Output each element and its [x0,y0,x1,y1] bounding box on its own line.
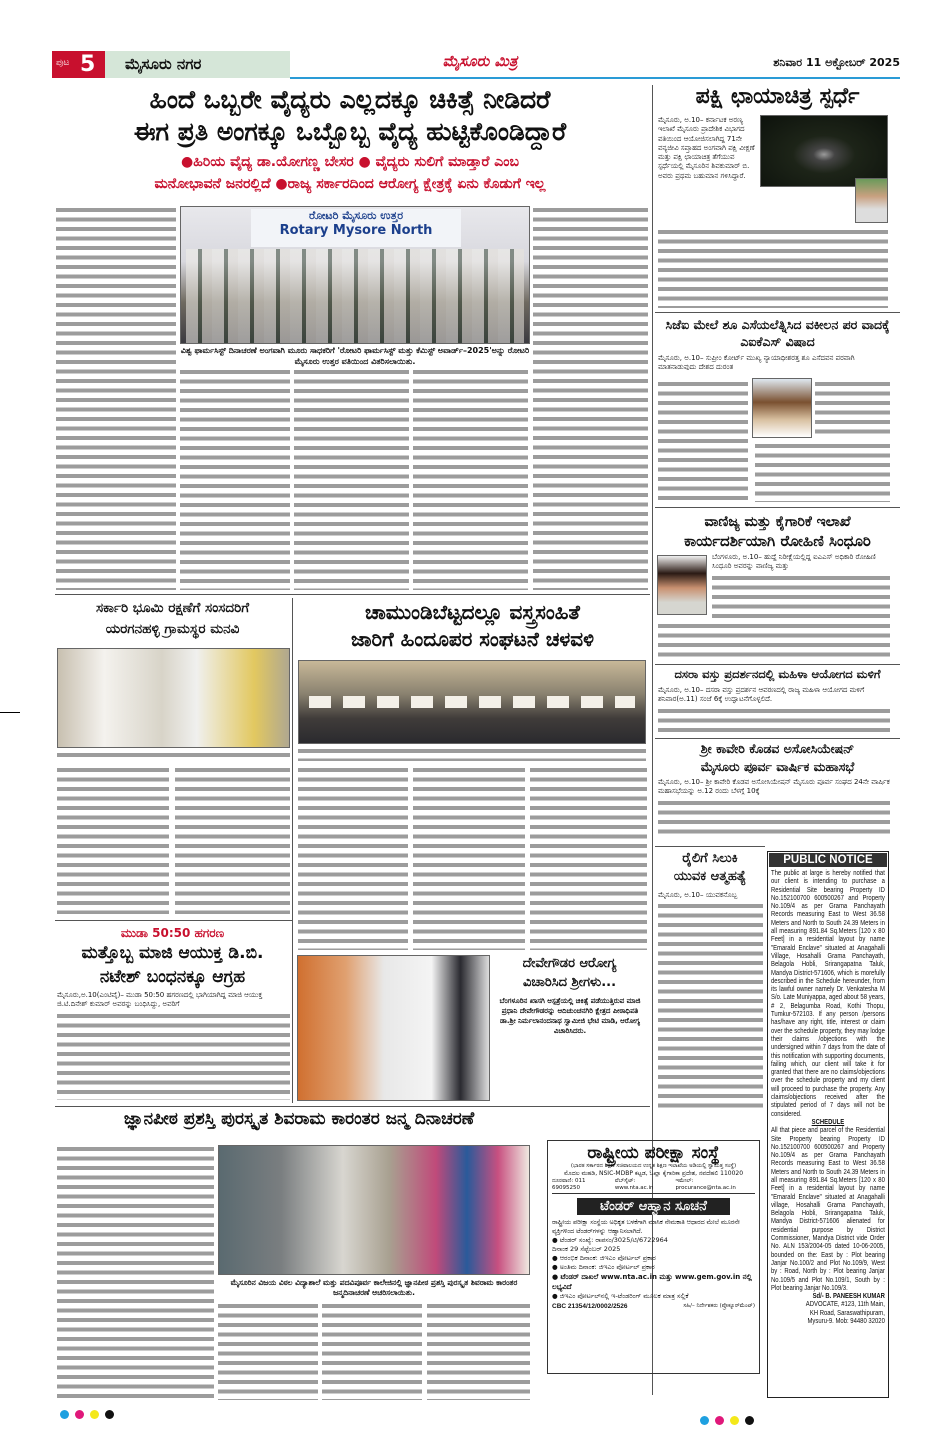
dasara-body [658,707,890,735]
lead-headline-2: ಈಗ ಪ್ರತಿ ಅಂಗಕ್ಕೂ ಒಬ್ಬೊಬ್ಬ ವೈದ್ಯ ಹುಟ್ಟಿಕೊಂಡಿದ್ದಾರೆ [133,117,567,146]
divider [55,920,292,921]
divider [55,594,650,595]
winner-portrait [855,178,888,223]
rotary-banner [251,209,461,247]
nta-website[interactable]: ವೆಬ್‌ಸೈಟ್: www.nta.ac.in [614,1178,654,1191]
registration-marks-left [60,1404,120,1423]
nta-footer [552,1303,755,1310]
nta-title: ರಾಷ್ಟ್ರೀಯ ಪರೀಕ್ಷಾ ಸಂಸ್ಥೆ [587,1143,720,1163]
banner-kannada: ರೋಟರಿ ಮೈಸೂರು ಉತ್ತರ [308,209,404,222]
muda-headline-1: ಮತ್ತೊಬ್ಬ ಮಾಜಿ ಆಯುಕ್ತ ಡಿ.ಬಿ. [81,943,264,963]
page-number-box [52,51,105,78]
kaveri-headline-2: ಮೈಸೂರು ಪೂರ್ವ ವಾರ್ಷಿಕ ಮಹಾಸಭೆ [700,759,855,774]
land-headline-1: ಸರ್ಕಾರಿ ಭೂಮಿ ರಕ್ಷಣೆಗೆ ಸಂಸದರಿಗೆ [95,600,250,616]
nta-signature: ಸಹಿ/– ನಿರ್ದೇಶಕರು (ಪ್ರೊಕ್ಯೂರ್‌ಮೆಂಟ್) [683,1303,755,1309]
tender-item: ● ಆರಂಭಿಕ ದಿನಾಂಕ: ಜಿಇಎಂ ಪೋರ್ಟಲ್ ಪ್ರಕಾರ [552,1254,656,1262]
lead-body-col3 [294,368,409,590]
schedule-title: SCHEDULE [811,1116,845,1126]
karanth-caption: ಮೈಸೂರಿನ ವಿಜಯ ವಿಠಲ ವಿದ್ಯಾಶಾಲೆ ಮತ್ತು ಪದವಿಪೂರ್ವ ಕಾಲೇಜಿನಲ್ಲಿ ಜ್ಞಾನಪೀಠ ಪ್ರಶಸ್ತಿ ಪುರಸ್ಕೃತ ಶಿವರಾಮ ಕಾರಂತರ ಜನ್ಮದಿನಾಚರಣೆ ಆಚರಿಸಲಾಯಿತು. [230,1278,518,1297]
kaveri-lead: ಮೈಸೂರು, ಅ.10– ಶ್ರೀ ಕಾವೇರಿ ಕೊಡವ ಅಸೋಸಿಯೇಷನ್ ಮೈಸೂರು ಪೂರ್ವ ಸಂಘದ 24ನೇ ವಾರ್ಷಿಕ ಮಹಾಸಭೆಯನ್ನು ಅ.12 ರಂದು ಬೆಳಗ್ಗೆ 10ಕ್ಕೆ [658,778,890,796]
nta-phone: ದೂರವಾಣಿ: 011 69095250 [552,1178,586,1191]
kaveri-headline-1: ಶ್ರೀ ಕಾವೇರಿ ಕೊಡವ ಅಸೋಸಿಯೇಷನ್ [700,741,855,756]
chamundi-body-3 [530,766,647,950]
cji-body-left [658,380,748,502]
public-notice-body: The public at large is hereby notified that our client is intending to purchase a Residential Site bearing Property ID No.152100700 600500267 and Property No.109/4 as per Grama Panchayath Records measuring East to West 36.58 Meters and North to South 24.39 Meters in all measuring 891.84 Sq.Meters [120 x 80 Feet] in a residential layout by name "Emarald Enclave" situated at Anagahalli Village, Hosahalli Grama Panchayath, Belagola Hobli, Srirangapatna Taluk, Mandya District-571606, which is morefully described in the Schedule hereunder, from its lawful owner namely Dr. Venkatesha M S/o. Late Muniyappa, aged about 58 years, # 2, Belagumba Road, Kothi Thopu, Tumkur-572103. If any person /persons has/have any right, title, interest or claim over the schedule property, they may lodge their claims /objections with the undersigned within 7 days from the date of this notification with supporting documents, failing which, our client will take it for granted that there are no claims/objections over the schedule property and my client will proceed to purchase the property. Any claims/objections received after the stipulated period of 7 days will not be considered. [771,868,885,1118]
chamundi-headline-2: ಜಾರಿಗೆ ಹಿಂದೂಪರ ಸಂಘಟನೆ ಚಳವಳಿ [351,627,594,651]
muda-headline-2: ನಟೇಶ್ ಬಂಧನಕ್ಕೂ ಆಗ್ರಹ [99,967,246,987]
public-notice [767,851,889,1398]
karanth-body-1 [57,1145,214,1400]
nta-address: ಮೊದಲ ಮಹಡಿ, NSIC-MDBP ಕಟ್ಟಡ, ಓಖ್ಲಾ ಕೈಗಾರಿಕಾ ಪ್ರದೇಶ, ನವದೆಹಲಿ 110020 [563,1170,744,1177]
devegowda-headline-1: ದೇವೇಗೌಡರ ಆರೋಗ್ಯ [522,956,617,971]
tender-item: ದಿನಾಂಕ 29 ಸೆಪ್ಟೆಂಬರ್ 2025 [552,1245,621,1253]
advocate-sign-4: Mysuru-9. Mob: 94480 32020 [807,1316,885,1326]
page-number: 5 [80,52,96,77]
land-headline-2: ಯರಗನಹಳ್ಳಿ ಗ್ರಾಮಸ್ಥರ ಮನವಿ [105,621,240,637]
bird-lead: ಮೈಸೂರು, ಅ.10– ಕರ್ನಾಟಕ ಅರಣ್ಯ ಇಲಾಖೆ ಮೈಸೂರು ಪ್ರಾದೇಶಿಕ ವಿಭಾಗದ ವತಿಯಿಂದ ಆಯೋಜಿಸಲಾಗಿದ್ದ 71ನೇ ವನ್ಯಜೀವಿ ಸಪ್ತಾಹದ ಅಂಗವಾಗಿ ಪಕ್ಷಿ ವೀಕ್ಷಣೆ ಮತ್ತು ಪಕ್ಷಿ ಛಾಯಾಚಿತ್ರ ತೆಗೆಯುವ ಸ್ಪರ್ಧೆಯಲ್ಲಿ ಮೈಸೂರಿನ ಶಿವಕುಮಾರ್ ಬಿ. ಅವರು ಪ್ರಥಮ ಬಹುಮಾನ ಗಳಿಸಿದ್ದಾರೆ. [658,116,755,180]
bird-headline: ಪಕ್ಷಿ ಛಾಯಾಚಿತ್ರ ಸ್ಪರ್ಧೆ [695,84,860,109]
land-body-2 [175,766,290,914]
chamundi-caption [298,747,646,761]
muda-kicker: ಮುಡಾ 50:50 ಹಗರಣ [120,926,225,940]
page-label: ಪುಟ [56,58,70,68]
lead-photo-caption: ವಿಶ್ವ ಫಾರ್ಮಸಿಸ್ಟ್ ದಿನಾಚರಣೆ ಅಂಗವಾಗಿ ಮೂರು ಸಾಧಕರಿಗೆ 'ರೋಟರಿ ಫಾರ್ಮಸಿಸ್ಟ್ ಮತ್ತು ಕೆಮಿಸ್ಟ್ ಅವಾರ್ಡ್–2025'ಅನ್ನು ರೋಟರಿ ಮೈಸೂರು ಉತ್ತರ ವತಿಯಿಂದ ವಿತರಿಸಲಾಯಿತು. [180,346,530,366]
divider [655,507,900,508]
lead-body-col2 [180,368,290,590]
advocate-sign-3: KH Road, Saraswathipuram, [809,1307,885,1317]
public-notice-text [771,869,885,1325]
registration-marks-right [700,1410,760,1429]
rail-headline-1: ರೈಲಿಗೆ ಸಿಲುಕಿ [682,851,738,866]
tender-intro: ರಾಷ್ಟ್ರೀಯ ಪರೀಕ್ಷಾ ಸಂಸ್ಥೆಯ ಅಧಿಕೃತ ಬಳಕೆಗಾಗಿ ಮಾಸಿಕ ನೇಮಕಾತಿ ಆಧಾರದ ಮೇಲೆ ಮೂರನೇ ವ್ಯಕ್ತಿಗಳಿಂದ ಟೆಂಡರ್‌ಗಳನ್ನು ಆಹ್ವಾನಿಸಲಾಗಿದೆ. [552,1219,740,1235]
muda-body [57,1012,290,1100]
lead-subhead-2: ಮನೋಭಾವನೆ ಜನರಲ್ಲಿದೆ ●ರಾಜ್ಯ ಸರ್ಕಾರದಿಂದ ಆರೋಗ್ಯ ಕ್ಷೇತ್ರಕ್ಕೆ ಏನು ಕೊಡುಗೆ ಇಲ್ಲ [154,176,546,192]
lead-body-col1 [56,206,176,590]
karanth-body-3 [322,1302,422,1400]
tender-item: ● ಟೆಂಡರ್ ದಾಖಲೆ www.nta.ac.in ಮತ್ತು www.gem.gov.in ನಲ್ಲಿ ಲಭ್ಯವಿದೆ [552,1273,752,1291]
protest-placards [309,696,635,708]
divider [655,846,765,847]
masthead: ಮೈಸೂರು ಮಿತ್ರ [442,52,518,70]
divider [655,738,900,739]
banner-english: Rotary Mysore North [279,223,433,238]
divider [655,312,900,313]
rohini-lead: ಬೆಂಗಳೂರು, ಅ.10– ಹುದ್ದೆ ನಿರೀಕ್ಷೆಯಲ್ಲಿದ್ದ ಐಎಎಸ್ ಅಧಿಕಾರಿ ರೋಹಿಣಿ ಸಿಂಧೂರಿ ಅವರನ್ನು ವಾಣಿಜ್ಯ ಮತ್ತು [712,553,876,571]
villagers-photo [57,648,290,748]
chamundi-headline-1: ಚಾಮುಂಡಿಬೆಟ್ಟದಲ್ಲೂ ವಸ್ತ್ರಸಂಹಿತೆ [365,600,580,624]
rail-lead: ಮೈಸೂರು, ಅ.10– ಯುವಕನೊಬ್ಬ [658,891,738,899]
cbc-code: CBC 21354/12/0002/2526 [552,1303,628,1310]
divider [655,664,900,665]
muda-lead: ಮೈಸೂರು,ಅ.10(ಎಂಟಿವೈ)– ಮುಡಾ 50:50 ಹಗರಣದಲ್ಲಿ ಭಾಗಿಯಾಗಿದ್ದ ಮಾಜಿ ಆಯುಕ್ತ ಜಿ.ಟಿ.ದಿನೇಶ್ ಕುಮಾರ್ ಅವರನ್ನು ಬಂಧಿಸಿದ್ದು, ಅವರಿಗೆ [57,991,263,1009]
lead-headline-1: ಹಿಂದೆ ಒಬ್ಬರೇ ವೈದ್ಯರು ಎಲ್ಲದಕ್ಕೂ ಚಿಕಿತ್ಸೆ ನೀಡಿದರೆ [149,85,551,114]
tender-item: ● ಜಿಇಎಂ ಪೋರ್ಟಲ್‌ನಲ್ಲಿ ಇ-ಟೆಂಡರಿಂಗ್ ಮೂಲಕ ಮಾತ್ರ ಸಲ್ಲಿಕೆ [552,1292,689,1300]
divider [55,1106,650,1107]
column-divider [292,598,293,1103]
tender-item: ● ಅಂತಿಮ ದಿನಾಂಕ: ಜಿಇಎಂ ಪೋರ್ಟಲ್ ಪ್ರಕಾರ [552,1263,655,1271]
advocate-sign-1: Sd/- B. PANEESH KUMAR [812,1291,885,1301]
bird-photo [760,115,888,187]
nta-tender-ad [547,1140,760,1374]
lead-subhead-1: ●ಹಿರಿಯ ವೈದ್ಯ ಡಾ.ಯೋಗಣ್ಣ ಬೇಸರ ● ವೈದ್ಯರು ಸುಲಿಗೆ ಮಾಡ್ತಾರೆ ಎಂಬ [181,154,519,170]
rohini-body-2 [658,622,890,660]
nta-email[interactable]: ಇಮೇಲ್: procurance@nta.ac.in [675,1178,736,1191]
lawyer-portrait [752,378,812,438]
rail-body [658,902,763,1110]
bird-body [658,228,888,308]
land-body-1 [57,766,169,914]
rohini-portrait [657,555,707,615]
kaveri-body [658,799,890,837]
date: ಶನಿವಾರ 11 ಅಕ್ಟೋಬರ್ 2025 [773,56,900,69]
dasara-headline: ದಸರಾ ವಸ್ತು ಪ್ರದರ್ಶನದಲ್ಲಿ ಮಹಿಳಾ ಆಯೋಗದ ಮಳಿಗೆ [674,667,881,681]
cji-lead: ಮೈಸೂರು, ಅ.10– ಸುಪ್ರೀಂ ಕೋರ್ಟ್ ಮುಖ್ಯ ನ್ಯಾಯಾಧೀಶರತ್ತ ಶೂ ಎಸೆದವನ ಪರವಾಗಿ ಮಾತನಾಡುವುದು ದೇಶದ ದುರಂತ [658,354,855,372]
karanth-event-photo [218,1145,530,1275]
rohini-body [712,574,890,620]
rotary-award-photo [180,206,530,344]
tender-item: ● ಟೆಂಡರ್ ಸಂಖ್ಯೆ: ರಾಪಸಂ/3025/ಟಿ/6722964 [552,1236,668,1244]
cji-body-right [815,380,890,438]
devegowda-headline-2: ವಿಚಾರಿಸಿದ ಶ್ರೀಗಳು... [522,975,617,990]
rohini-headline-2: ಕಾರ್ಯದರ್ಶಿಯಾಗಿ ರೋಹಿಣಿ ಸಿಂಧೂರಿ [684,532,871,550]
devegowda-body: ಬೆಂಗಳೂರಿನ ಖಾಸಗಿ ಆಸ್ಪತ್ರೆಯಲ್ಲಿ ಚಿಕಿತ್ಸೆ ಪಡೆಯುತ್ತಿರುವ ಮಾಜಿ ಪ್ರಧಾನಿ ದೇವೇಗೌಡರನ್ನು ಆದಿಚುಂಚನಗಿರಿ ಕ್ಷೇತ್ರದ ಪೀಠಾಧಿಪತಿ ಡಾ.ಶ್ರೀ ನಿರ್ಮಲಾನಂದನಾಥ ಸ್ವಾಮೀಜಿ ಭೇಟಿ ಮಾಡಿ, ಆರೋಗ್ಯ ವಿಚಾರಿಸಿದರು. [499,997,641,1035]
tender-title: ಟೆಂಡರ್ ಆಹ್ವಾನ ಸೂಚನೆ [577,1198,730,1215]
rail-headline-2: ಯುವಕ ಆತ್ಮಹತ್ಯೆ [673,869,747,884]
chamundi-body-1 [298,766,408,950]
rohini-headline-1: ವಾಣಿಜ್ಯ ಮತ್ತು ಕೈಗಾರಿಕೆ ಇಲಾಖೆ [704,514,851,530]
land-caption [57,751,290,761]
chamundi-body-2 [413,766,525,950]
nta-contacts [552,1178,755,1194]
header-rule [290,77,900,79]
section-name: ಮೈಸೂರು ನಗರ [125,55,202,73]
margin-tick [0,712,20,713]
public-notice-title: PUBLIC NOTICE [769,853,887,867]
nta-subtitle: (ಭಾರತ ಸರ್ಕಾರದ ಶಿಕ್ಷಣ ಸಚಿವಾಲಯದ ಉನ್ನತ ಶಿಕ್ಷಣ ಇಲಾಖೆಯ ಅಡಿಯಲ್ಲಿ ಸ್ವಾಯತ್ತ ಸಂಸ್ಥೆ) [570,1163,737,1169]
protest-photo [298,660,646,744]
advocate-sign-2: ADVOCATE, #123, 11th Main, [805,1299,885,1309]
dasara-lead: ಮೈಸೂರು, ಅ.10– ದಸರಾ ವಸ್ತು ಪ್ರದರ್ಶನ ಆವರಣದಲ್ಲಿ ರಾಜ್ಯ ಮಹಿಳಾ ಆಯೋಗದ ಮಳಿಗೆ ಶನಿವಾರ(ಅ.11) ಸಂಜೆ 6ಕ್ಕೆ ಉದ್ಘಾಟನೆಗೊಳ್ಳಲಿದೆ. [658,686,865,704]
group-of-people [186,249,524,343]
lead-body-col4 [413,368,528,590]
karanth-body-2 [218,1302,318,1400]
lead-body-col5 [533,206,648,590]
cji-headline: ಸಿಜೆಐ ಮೇಲೆ ಶೂ ಎಸೆಯಲೆತ್ನಿಸಿದ ವಕೀಲನ ಪರ ವಾದಕ್ಕೆ ಎಐಕೆಎಸ್ ವಿಷಾದ [665,317,890,349]
cji-body-lower [755,442,890,502]
section-label [105,51,290,78]
karanth-body-4 [427,1302,530,1400]
karanth-headline: ಜ್ಞಾನಪೀಠ ಪ್ರಶಸ್ತಿ ಪುರಸ್ಕೃತ ಶಿವರಾಮ ಕಾರಂತರ ಜನ್ಮ ದಿನಾಚರಣೆ [123,1109,475,1129]
devegowda-hospital-photo [297,955,490,1101]
schedule-body: All that piece and parcel of the Residential Site Property bearing Property ID No.152100700 600500267 and Property No.109/4 as per Grama Panchayath Records measuring East to West 36.58 Meters and North to South 24.39 Meters in all measuring 891.84 Sq.Meters [120 x 80 Feet] in a residential layout by name "Emarald Enclave" situated at Anagahalli village, Hosahalli Grama Panchayath, Belagola Hobli, Srirangapatna Taluk, Mandya District-571606 alienated for residential purpose by District Commissioner, Mandya District vide Order No. ALN 153/2004-05 dated 10-06-2005, bounded on the: East by : Plot bearing Janjar No.100/2 and Plot No.109/9, West by : Road, North by : Plot bearing Janjar No.109/5 and Plot No.109/1, South by : Plot bearing Janjar No.109/3. [771,1125,885,1292]
